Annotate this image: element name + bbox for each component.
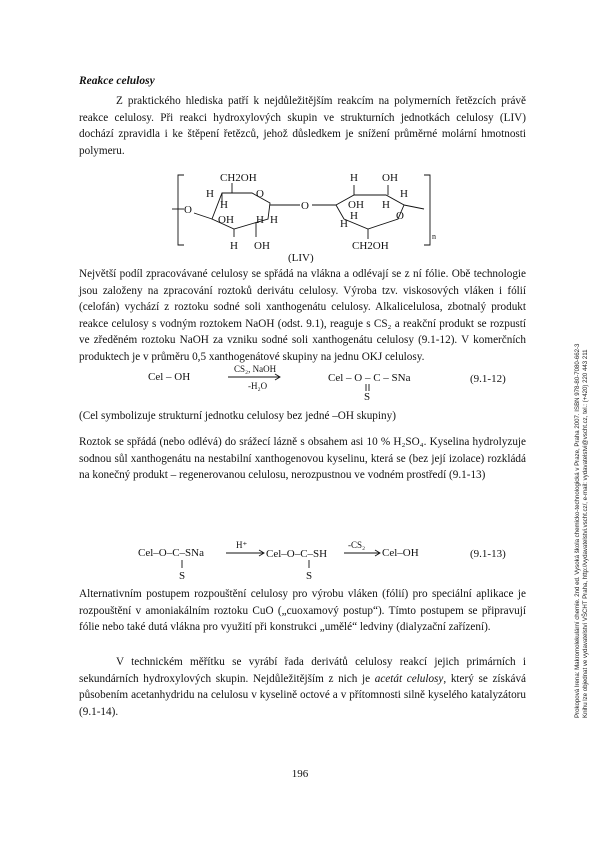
right-ring-o: O — [396, 210, 404, 222]
section-heading: Reakce celulosy — [79, 75, 155, 87]
structure-label: (LIV) — [288, 252, 314, 263]
right-oh: OH — [348, 199, 364, 211]
cellulose-structure-diagram — [170, 163, 440, 263]
eq1-reactant: Cel – OH — [148, 371, 191, 383]
bridge-o: O — [301, 200, 309, 212]
eq1-below-arrow: -H₂O — [248, 381, 268, 391]
right-h4: H — [340, 218, 348, 230]
left-oh-bottom: OH — [254, 240, 270, 252]
paragraph-derivatives — [79, 654, 526, 720]
left-oh: OH — [218, 214, 234, 226]
eq2-s-mid: S — [306, 570, 313, 582]
para5-emphasis: acetát celulosy — [374, 672, 444, 685]
left-ring-o: O — [256, 188, 264, 200]
right-ch2oh-label: CH2OH — [352, 240, 389, 252]
left-h4: H — [270, 214, 278, 226]
eq1-above-arrow: CS₂, NaOH — [234, 364, 277, 374]
left-h1: H — [206, 188, 214, 200]
left-chain-o: O — [184, 204, 192, 216]
paragraph-cuoxam: Alternativním postupem rozpouštění celulosy pro výrobu vláken (fólií) pro speciální aplikace je rozpouštění v amoniakálním roztoku CuO („cuoxamový postup“). Tímto postupem se připravují fólie nebo také dutá vlákna pro využití při konstrukci „umělé“ ledviny (dialyzační zařízení). — [79, 588, 526, 634]
equation-9-1-13 — [130, 536, 460, 582]
right-h3: H — [382, 199, 390, 211]
paragraph-hydrolysis: Roztok se spřádá (nebo odlévá) do srážecí lázně s obsahem asi 10 % H₂SO₄. Kyselina hydrolyzuje sodnou sůl xanthogenátu na nestabilní xanthogenovou kyselinu, která se (bez její izolace) rozkládá na konečný produkt – regenerovanou celulosu, nerozpustnou ve vodném prostředí (9.1-13) — [79, 436, 526, 482]
right-oh-top: OH — [382, 172, 398, 184]
eq2-product: Cel–OH — [382, 547, 419, 559]
eq2-arrow2-above: -CS₂ — [348, 540, 366, 550]
left-ch2oh-label: CH2OH — [220, 172, 257, 184]
paragraph-viscose: Největší podíl zpracovávané celulosy se spřádá na vlákna a odlévají se z ní fólie. Obě technologie jsou založeny na zpracování roztoků derivátu celulosy. Výroba tzv. viskosových vláken i fólií (celofán) vychází z roztoku sodné soli xanthogenátu celulosy. Alkalicelulosa, zbotnalý produkt reakce celulosy s vodným roztokem NaOH (odst. 9.1), reaguje s CS₂ a reakční produkt se rozpustí ve zředěném roztoku NaOH za vzniku sodné soli xanthogenátu celulosy (9.1-12). V komerčních produktech je v průměru 0,5 xanthogenátové skupiny na jednu OKJ celulosy. — [79, 268, 526, 363]
right-h5: H — [350, 210, 358, 222]
eq2-number: (9.1-13) — [470, 548, 506, 560]
page-number: 196 — [291, 768, 309, 780]
eq2-s-left: S — [179, 570, 186, 582]
para5-pre: V technickém měřítku se vyrábí řada derivátů celulosy reakcí jejich primárních i sekundárních hydroxylových skupin. Nejdůležitějším z nich je — [79, 656, 526, 685]
eq2-arrow1-above: H⁺ — [236, 540, 248, 550]
eq2-intermediate: Cel–O–C–SH — [266, 548, 328, 560]
note-cel: (Cel symbolizuje strukturní jednotku celulosy bez jedné –OH skupiny) — [79, 410, 396, 422]
repeat-subscript-n: n — [432, 232, 436, 241]
right-h1: H — [350, 172, 358, 184]
equation-9-1-12 — [140, 362, 440, 406]
right-h2: H — [400, 188, 408, 200]
eq1-number: (9.1-12) — [470, 373, 506, 385]
eq2-reactant: Cel–O–C–SNa — [138, 547, 204, 559]
sidebar-citation — [574, 78, 592, 718]
paragraph-intro: Z praktického hlediska patří k nejdůležitějším reakcím na polymerních řetězcích právě reakce celulosy. Při reakci hydroxylových skupin ve strukturních jednotkách celulosy (LIV) dochází zpravidla i ke štěpení řetězců, jehož důsledkem je snížení průměrné molární hmotnosti polymeru. — [79, 95, 526, 157]
left-h3: H — [256, 214, 264, 226]
left-h5: H — [230, 240, 238, 252]
sidebar-line-1: Prokopová Irena: Makromolekulární chemie. 2nd ed. Vysoká škola chemicko-technologická v Praze, Praha 2007. ISBN 978-80-7080-662-3 — [574, 343, 581, 718]
eq1-double-bond-s: S — [364, 391, 371, 403]
sidebar-line-2: Knihu lze objednat ve vydavatelství VŠCHT Praha, http://vydavatelstvi.vscht.cz/, e-mail: vydavatelstvi@vscht.cz, tel.: (+420) 220 443 211 — [582, 349, 590, 718]
para5-post: , který se získává působením acetanhydridu na celulosu v kyselině octové a v přítomnosti silně kyselého katalyzátoru (9.1-14). — [79, 672, 527, 718]
left-h2: H — [220, 199, 228, 211]
eq1-product: Cel – O – C – SNa — [328, 372, 411, 384]
